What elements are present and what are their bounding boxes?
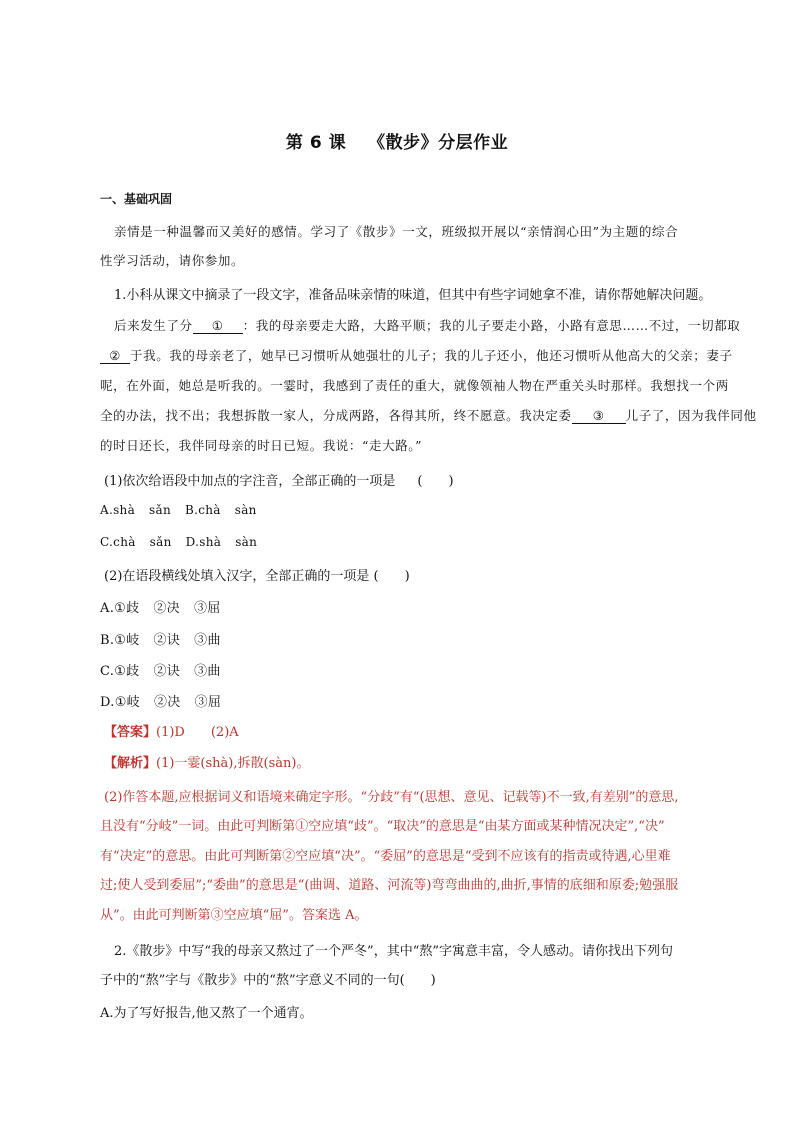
intro-line-1: 亲情是一种温馨而又美好的感情。学习了《散步》一文，班级拟开展以“亲情润心田”为主题的综合 xyxy=(114,224,679,239)
passage-line-3: 呢，在外面，她总是听我的。一霎时，我感到了责任的重大，就像领袖人物在严重关头时那样。我想找一个两 xyxy=(100,378,729,393)
passage-text: ：我的母亲要走大路，大路平顺；我的儿子要走小路，小路有意思……不过，一切都取 xyxy=(242,318,741,333)
question-2-option-a: A.为了写好报告,他又熬了一个通宵。 xyxy=(100,1006,313,1021)
option-a: A.shà xyxy=(100,503,136,517)
intro-line-2: 性学习活动，请你参加。 xyxy=(100,253,245,268)
lesson-title: 《散步》分层作业 xyxy=(368,133,509,153)
option-d: D.shà xyxy=(185,535,222,549)
option-part: ③屈 xyxy=(193,601,221,616)
passage-line-5: 的时日还长，我伴同母亲的时日已短。我说：“走大路。” xyxy=(100,438,423,453)
analysis-line-5: 过;使人受到委屈”;“委曲”的意思是“(曲调、道路、河流等)弯弯曲曲的,曲折,事情的底细和原委;勉强服 xyxy=(100,878,679,893)
sub2-option-a xyxy=(100,597,700,616)
option-d-2: sàn xyxy=(235,535,258,549)
sub1-options-ab xyxy=(100,503,700,517)
answer-line xyxy=(104,721,704,740)
lesson-number: 第 6 课 xyxy=(285,133,347,153)
sub-question-2-stem: (2)在语段横线处填入汉字，全部正确的一项是 ( ) xyxy=(104,569,410,584)
option-c: C.chà xyxy=(100,535,136,549)
blank-1: ① xyxy=(193,319,243,334)
sub2-option-d xyxy=(100,691,700,710)
blank-2: ② xyxy=(100,349,130,364)
sub2-option-c xyxy=(100,660,700,679)
option-label: C.①歧 xyxy=(100,664,140,679)
sub-question-1-stem: (1)依次给语段中加点的字注音，全部正确的一项是 xyxy=(104,474,396,489)
option-part: ③曲 xyxy=(194,633,221,648)
passage-text: 全的办法，找不出；我想拆散一家人，分成两路，各得其所，终不愿意。我决定委 xyxy=(100,408,572,423)
answer-text: (1)D (2)A xyxy=(156,725,239,740)
option-c-2: sǎn xyxy=(149,535,172,549)
option-part: ③曲 xyxy=(194,664,221,679)
answer-tag: 【答案】 xyxy=(104,725,157,740)
passage-text: 后来发生了分 xyxy=(114,318,193,333)
analysis-text: (1)一霎(shà),拆散(sàn)。 xyxy=(156,756,310,771)
sub1-options-cd xyxy=(100,535,700,549)
analysis-line-3: 且没有“分岐”一词。由此可判断第①空应填“歧”。“取决”的意思是“由某方面或某种情况决定”,“决” xyxy=(100,819,665,834)
option-part: ②诀 xyxy=(153,633,181,648)
analysis-line-1 xyxy=(104,752,704,771)
passage-text: 于我。我的母亲老了，她早已习惯听从她强壮的儿子；我的儿子还小，他还习惯听从他高大的父亲；妻子 xyxy=(130,348,733,363)
option-a-2: sǎn xyxy=(149,503,171,517)
section-heading: 一、基础巩固 xyxy=(100,192,173,206)
passage-text: 儿子了，因为我伴同他 xyxy=(625,408,757,423)
analysis-line-2: (2)作答本题,应根据词义和语境来确定字形。“分歧”有“(思想、意见、记载等)不一致,有差别”的意思, xyxy=(104,790,679,805)
passage-line-4 xyxy=(100,406,757,424)
option-part: ②决 xyxy=(153,601,180,616)
analysis-tag: 【解析】 xyxy=(104,756,157,771)
blank-3: ③ xyxy=(572,409,626,424)
option-b-2: sàn xyxy=(234,503,257,517)
option-part: ②决 xyxy=(153,695,181,710)
option-part: ③屈 xyxy=(194,695,222,710)
option-label: A.①歧 xyxy=(100,601,140,616)
passage-line-2 xyxy=(100,346,733,364)
answer-bracket: ( ) xyxy=(417,474,454,489)
question-2-stem-line-1: 2.《散步》中写“我的母亲又熬过了一个严冬”，其中“熬”字寓意丰富，令人感动。请你找出下列句 xyxy=(114,944,673,959)
option-label: D.①岐 xyxy=(100,695,140,710)
sub-question-1 xyxy=(104,470,704,489)
option-part: ②诀 xyxy=(153,664,181,679)
option-label: B.①岐 xyxy=(100,633,140,648)
sub2-option-b xyxy=(100,629,700,648)
question-1-stem: 1.小科从课文中摘录了一段文字，准备品味亲情的味道，但其中有些字词她拿不准，请你帮她解决问题。 xyxy=(114,288,712,303)
page-title xyxy=(0,128,794,153)
option-b: B.chà xyxy=(184,503,221,517)
question-2-stem-line-2: 子中的“熬”字与《散步》中的“熬”字意义不同的一句( ) xyxy=(100,973,436,988)
analysis-line-6: 从”。由此可判断第③空应填“屈”。答案选 A。 xyxy=(100,908,368,923)
passage-line-1 xyxy=(114,316,741,334)
analysis-line-4: 有“决定”的意思。由此可判断第②空应填“决”。“委屈”的意思是“受到不应该有的指责或待遇,心里难 xyxy=(100,849,671,864)
